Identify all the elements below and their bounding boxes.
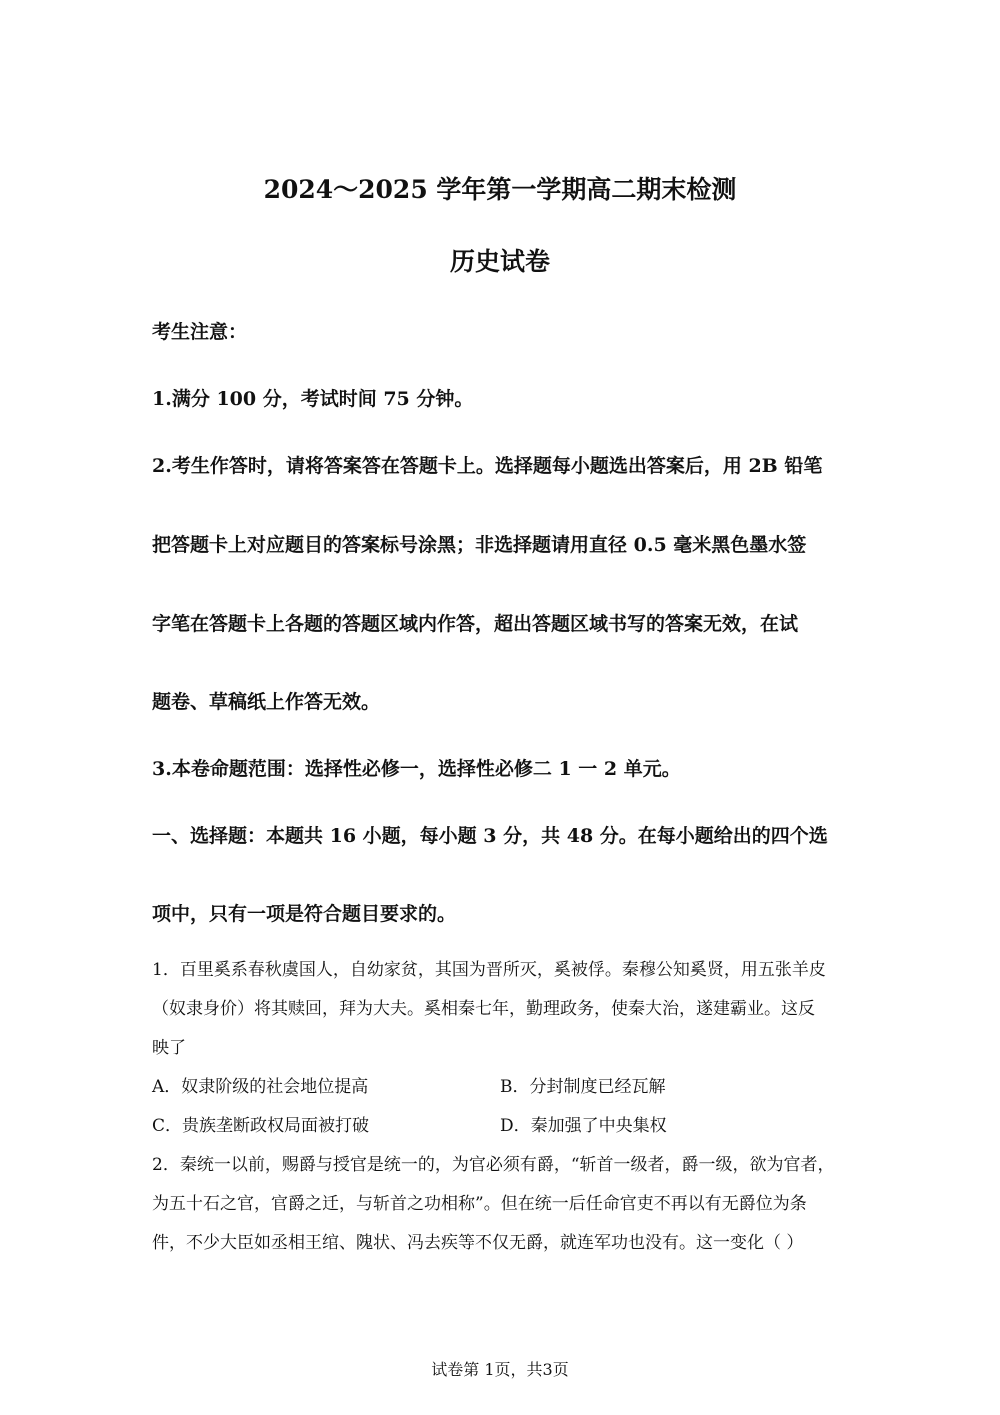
notice-heading: 考生注意：: [152, 321, 248, 343]
question-1-option-c: C．贵族垄断政权局面被打破: [152, 1116, 370, 1136]
exam-subtitle: 历史试卷: [449, 247, 550, 276]
notice-item-2-line-2: 把答题卡上对应题目的答案标号涂黑；非选择题请用直径 0.5 毫米黑色墨水签: [152, 534, 807, 556]
question-2-line-1: 2．秦统一以前，赐爵与授官是统一的，为官必须有爵，“斩首一级者，爵一级，欲为官者，: [152, 1155, 835, 1175]
question-1-line-3: 映了: [152, 1038, 186, 1058]
notice-item-2-line-1: 2.考生作答时，请将答案答在答题卡上。选择题每小题选出答案后，用 2B 铅笔: [152, 455, 823, 477]
section-heading-line-2: 项中，只有一项是符合题目要求的。: [152, 903, 457, 925]
question-2-line-3: 件，不少大臣如丞相王绾、隗状、冯去疾等不仅无爵，就连军功也没有。这一变化（ ）: [152, 1233, 804, 1253]
notice-item-2-line-4: 题卷、草稿纸上作答无效。: [152, 691, 381, 713]
notice-item-3: 3.本卷命题范围：选择性必修一，选择性必修二 1 一 2 单元。: [152, 758, 681, 780]
question-1-option-a: A．奴隶阶级的社会地位提高: [152, 1077, 369, 1097]
question-1-option-d: D．秦加强了中央集权: [500, 1116, 667, 1136]
question-1-option-b: B．分封制度已经瓦解: [500, 1077, 666, 1097]
section-heading-line-1: 一、选择题：本题共 16 小题，每小题 3 分，共 48 分。在每小题给出的四个选: [152, 825, 828, 847]
question-2-line-2: 为五十石之官，官爵之迁，与斩首之功相称”。但在统一后任命官吏不再以有无爵位为条: [152, 1194, 807, 1214]
question-1-line-2: （奴隶身价）将其赎回，拜为大夫。奚相秦七年，勤理政务，使秦大治，遂建霸业。这反: [152, 999, 815, 1019]
notice-item-1: 1.满分 100 分，考试时间 75 分钟。: [152, 388, 474, 410]
exam-title: 2024～2025 学年第一学期高二期末检测: [263, 175, 737, 204]
page-footer: 试卷第 1页，共3页: [431, 1360, 569, 1379]
question-1-line-1: 1．百里奚系春秋虞国人，自幼家贫，其国为晋所灭，奚被俘。秦穆公知奚贤，用五张羊皮: [152, 960, 826, 980]
notice-item-2-line-3: 字笔在答题卡上各题的答题区域内作答，超出答题区域书写的答案无效，在试: [152, 613, 799, 635]
